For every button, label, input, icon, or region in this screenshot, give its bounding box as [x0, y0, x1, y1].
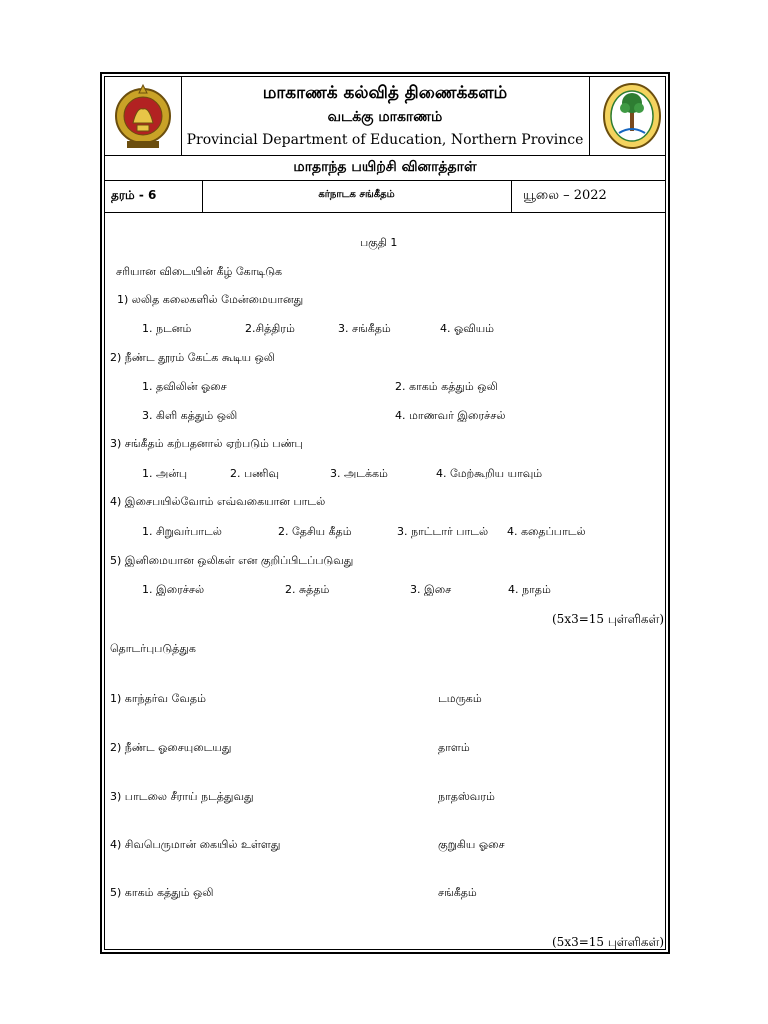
q2-option-1[interactable]: 1. தவிலின் ஓசை [142, 380, 227, 393]
question-5: 5) இனிமையான ஒலிகள் என குறிப்பிடப்படுவது [110, 554, 354, 567]
date-label: யூலை – 2022 [523, 188, 607, 203]
q4-option-2[interactable]: 2. தேசிய கீதம் [278, 525, 352, 538]
match-left-3: 3) பாடலை சீராய் நடத்துவது [110, 790, 254, 803]
part2-marks: (5x3=15 புள்ளிகள்) [552, 935, 665, 949]
q2-option-3[interactable]: 3. கிளி கத்தும் ஒலி [142, 409, 238, 422]
q5-option-4[interactable]: 4. நாதம் [508, 583, 551, 596]
match-right-5: சங்கீதம் [438, 886, 477, 899]
match-left-1: 1) காந்தர்வ வேதம் [110, 692, 206, 705]
q1-option-1[interactable]: 1. நடனம் [142, 322, 192, 335]
part1-marks: (5x3=15 புள்ளிகள்) [552, 612, 665, 626]
match-left-4: 4) சிவபெருமான் கையில் உள்ளது [110, 838, 281, 851]
question-1: 1) லலித கலைகளில் மேன்மையானது [117, 293, 304, 306]
sri-lanka-emblem-icon [113, 81, 173, 151]
info-divider-right [511, 180, 512, 212]
q3-option-4[interactable]: 4. மேற்கூறிய யாவும் [436, 467, 543, 480]
header-title-tamil: மாகாணக் கல்வித் திணைக்களம் [262, 83, 508, 103]
grade-label: தரம் - 6 [111, 188, 157, 202]
exam-paper-frame [100, 72, 670, 954]
q5-option-3[interactable]: 3. இசை [410, 583, 452, 596]
part1-heading: பகுதி 1 [360, 236, 398, 249]
match-right-3: நாதஸ்வரம் [438, 790, 495, 803]
q3-option-2[interactable]: 2. பணிவு [230, 467, 280, 480]
q4-option-1[interactable]: 1. சிறுவர்பாடல் [142, 525, 222, 538]
header-info-row [105, 180, 665, 213]
match-left-2: 2) நீண்ட ஓசையுடையது [110, 741, 232, 754]
match-right-1: டமருகம் [438, 692, 482, 705]
q5-option-2[interactable]: 2. சுத்தம் [285, 583, 330, 596]
match-right-2: தாளம் [438, 741, 470, 754]
header-title-row [105, 77, 665, 156]
header-subtitle-tamil: வடக்கு மாகாணம் [327, 109, 443, 125]
question-3: 3) சங்கீதம் கற்பதனால் ஏற்படும் பண்பு [110, 437, 303, 450]
header-exam-row [105, 155, 665, 181]
part1-instruction: சரியான விடையின் கீழ் கோடிடுக [116, 265, 283, 278]
q3-option-1[interactable]: 1. அன்பு [142, 467, 188, 480]
match-left-5: 5) காகம் கத்தும் ஒலி [110, 886, 214, 899]
q2-option-4[interactable]: 4. மாணவர் இரைச்சல் [395, 409, 506, 422]
match-right-4: குறுகிய ஓசை [438, 838, 505, 851]
q1-option-4[interactable]: 4. ஓவியம் [440, 322, 495, 335]
q4-option-4[interactable]: 4. கதைப்பாடல் [507, 525, 586, 538]
q2-option-2[interactable]: 2. காகம் கத்தும் ஒலி [395, 380, 498, 393]
q5-option-1[interactable]: 1. இரைச்சல் [142, 583, 205, 596]
header-title-english: Provincial Department of Education, Northern Province [186, 132, 584, 148]
q4-option-3[interactable]: 3. நாட்டார் பாடல் [397, 525, 489, 538]
part2-heading: தொடர்புபடுத்துக [110, 642, 196, 655]
q3-option-3[interactable]: 3. அடக்கம் [330, 467, 388, 480]
frame-inner-border [104, 76, 666, 950]
exam-name: மாதாந்த பயிற்சி வினாத்தாள் [293, 159, 477, 175]
q1-option-2[interactable]: 2.சித்திரம் [245, 322, 295, 335]
provincial-education-logo-icon [601, 81, 663, 151]
header-divider-right [589, 77, 590, 155]
question-4: 4) இசைபயில்வோம் எவ்வகையான பாடல் [110, 495, 326, 508]
q1-option-3[interactable]: 3. சங்கீதம் [338, 322, 391, 335]
question-2: 2) நீண்ட தூரம் கேட்க கூடிய ஒலி [110, 351, 275, 364]
subject-label: கர்நாடக சங்கீதம் [318, 189, 395, 200]
